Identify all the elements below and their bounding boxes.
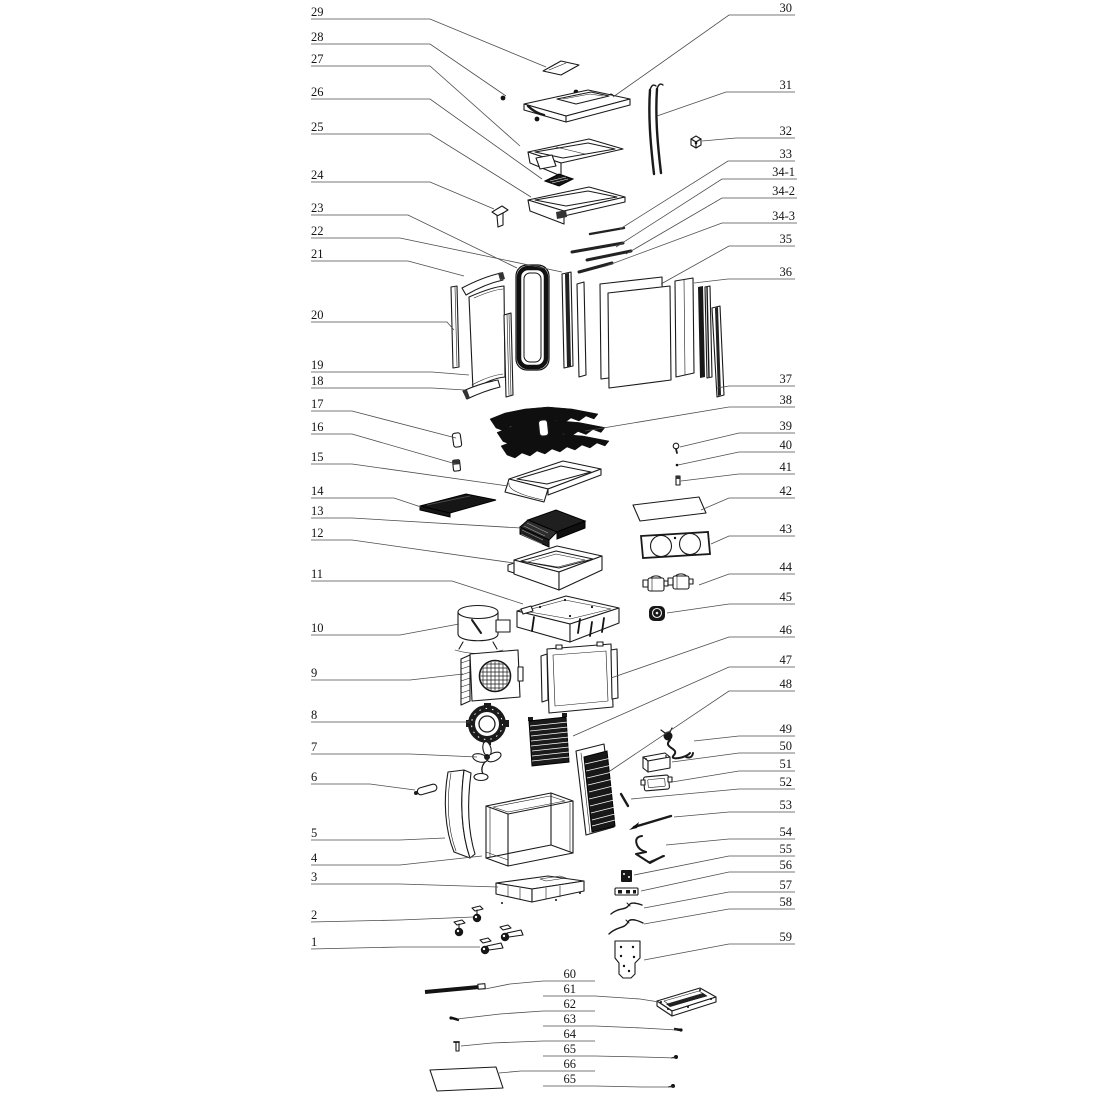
part-label-20-9: 20 (311, 308, 324, 322)
leader-line-44-45 (699, 574, 795, 585)
leader-line-10-19 (311, 624, 459, 635)
part-44-pump-motors (643, 574, 693, 591)
part-62-screw (449, 1016, 459, 1020)
part-label-10-19: 10 (311, 621, 324, 635)
part-label-17-12: 17 (311, 397, 324, 411)
part-12-ice-tub (508, 546, 602, 590)
strip-white-mid (577, 282, 586, 377)
part-label-57-58: 57 (779, 878, 792, 892)
part-label-26-3: 26 (311, 85, 324, 99)
part-label-16-13: 16 (311, 420, 324, 434)
part-label-24-5: 24 (311, 168, 324, 182)
strip-dark-left (562, 272, 573, 368)
part-label-58-59: 58 (779, 895, 792, 909)
leader-line-18-11 (311, 388, 465, 390)
leader-line-5-24 (311, 838, 445, 840)
leader-line-6-23 (311, 784, 415, 790)
part-label-39-40: 39 (779, 419, 792, 433)
leader-line-13-16 (311, 518, 521, 528)
part-label-35-36: 35 (779, 232, 792, 246)
part-24-hinge-block (492, 206, 508, 227)
leader-line-33-32 (620, 161, 795, 229)
part-label-52-53: 52 (779, 775, 792, 789)
part-32-cube-fitting (691, 136, 701, 148)
part-53-rod (629, 816, 671, 830)
leader-line-12-17 (311, 540, 514, 563)
part-56-terminal-strip (615, 888, 638, 895)
part-label-65-66: 65 (563, 1042, 576, 1056)
part-9-condenser-unit (461, 650, 523, 705)
leader-line-14-15 (311, 498, 421, 507)
part-20-side-trim (451, 286, 459, 368)
part-label-50-51: 50 (779, 739, 792, 753)
leader-line-35-36 (661, 246, 795, 284)
part-label-61-62: 61 (563, 982, 576, 996)
part-label-55-56: 55 (779, 842, 792, 856)
part-label-5-24: 5 (311, 826, 318, 840)
part-52-pin (621, 794, 628, 806)
part-label-49-50: 49 (779, 722, 792, 736)
part-13-basket (520, 510, 585, 547)
part-42-glass-plate (633, 497, 706, 521)
part-label-40-41: 40 (779, 438, 792, 452)
leader-line-54-55 (666, 839, 795, 845)
leader-line-41-42 (681, 474, 795, 481)
part-label-37-38: 37 (779, 372, 792, 386)
part-label-56-57: 56 (779, 858, 792, 872)
part-label-13-16: 13 (311, 504, 324, 518)
leader-line-37-38 (717, 386, 795, 388)
leader-line-3-26 (311, 884, 498, 887)
leader-line-51-52 (672, 771, 795, 782)
part-26-inner-frame (528, 139, 623, 176)
leader-line-60-61 (485, 981, 595, 989)
part-54-hinge-hooks (636, 836, 664, 863)
part-label-41-42: 41 (779, 460, 792, 474)
part-label-44-45: 44 (779, 560, 792, 574)
part-14-glass-shelf (420, 494, 496, 517)
part-51-relay-box (641, 775, 672, 791)
leader-line-21-8 (311, 261, 464, 276)
leader-line-46-47 (611, 637, 795, 678)
part-29-top-insert (543, 61, 579, 75)
leader-line-36-37 (694, 279, 795, 283)
part-6-roller-pin (414, 783, 438, 795)
part-50-control-box (643, 753, 670, 772)
leader-line-39-40 (680, 433, 795, 447)
part-35-glass-panels (600, 277, 671, 388)
part-25-seal (545, 174, 573, 186)
part-label-25-4: 25 (311, 120, 324, 134)
leader-line-9-20 (311, 674, 463, 680)
leader-line-53-54 (674, 812, 795, 817)
part-label-7-22: 7 (311, 740, 318, 754)
part-label-14-15: 14 (311, 484, 324, 498)
part-36-side-panel (675, 278, 694, 377)
part-label-47-48: 47 (779, 653, 792, 667)
part-label-6-23: 6 (311, 770, 318, 784)
leader-line-24-5 (311, 182, 494, 209)
part-label-30-29: 30 (779, 1, 792, 15)
part-4-cabinet-frame (486, 793, 573, 866)
part-label-21-8: 21 (311, 247, 324, 261)
part-7-fan-blade (472, 741, 503, 781)
parts-33-34-trim-strips (572, 228, 631, 272)
part-39-screw (673, 443, 679, 453)
part-65-screw-b (668, 1084, 675, 1088)
part-8-fan-ring (466, 703, 509, 745)
hinge-trim-strip (504, 313, 513, 397)
part-label-64-65: 64 (563, 1027, 576, 1041)
part-label-18-11: 18 (311, 374, 324, 388)
part-label-28-1: 28 (311, 30, 324, 44)
part-59-mount-bracket (615, 941, 640, 978)
part-65-screw-a (671, 1055, 678, 1059)
part-31-support-rods (649, 84, 663, 174)
leader-line-11-18 (311, 581, 523, 604)
part-label-33-32: 33 (779, 147, 792, 161)
part-label-62-63: 62 (563, 997, 576, 1011)
part-label-65-68: 65 (563, 1072, 576, 1086)
leader-line-16-13 (311, 434, 456, 464)
leader-line-25-4 (311, 134, 531, 197)
leader-line-59-60 (644, 944, 795, 960)
part-64-pin (454, 1042, 459, 1051)
part-label-38-39: 38 (779, 393, 792, 407)
part-label-60-61: 60 (563, 967, 576, 981)
leader-line-4-25 (311, 856, 482, 865)
part-2-casters (454, 906, 483, 936)
leader-line-2-27 (311, 917, 473, 922)
part-43-control-panel (641, 532, 710, 558)
part-label-19-10: 19 (311, 358, 324, 372)
part-label-8-21: 8 (311, 708, 318, 722)
part-27-top-lid (524, 90, 630, 122)
part-label-43-44: 43 (779, 522, 792, 536)
part-label-46-47: 46 (779, 623, 792, 637)
leader-line-19-10 (311, 372, 469, 375)
leader-line-26-3 (311, 99, 542, 179)
part-label-34-3-35: 34-3 (772, 209, 795, 223)
leader-line-29-0 (311, 19, 546, 67)
part-46-access-panel (541, 642, 618, 713)
part-label-11-18: 11 (311, 567, 324, 581)
part-label-48-49: 48 (779, 677, 792, 691)
leader-line-58-59 (644, 909, 795, 924)
leader-line-34-3-35 (606, 223, 797, 266)
small-clip (538, 420, 549, 437)
part-label-34-2-34: 34-2 (772, 184, 795, 198)
part-label-2-27: 2 (311, 908, 318, 922)
leader-line-7-22 (311, 754, 477, 757)
part-48-evaporator (576, 744, 615, 835)
leader-line-43-44 (711, 536, 795, 544)
part-57-tube (611, 903, 642, 914)
part-label-59-60: 59 (779, 930, 792, 944)
leader-line-34-1-33 (616, 179, 797, 247)
part-label-23-6: 23 (311, 201, 324, 215)
part-label-45-46: 45 (779, 590, 792, 604)
part-66-glass-plate (430, 1067, 503, 1091)
part-55-block (621, 870, 632, 882)
part-label-29-0: 29 (311, 5, 324, 19)
part-1-casters (480, 925, 523, 954)
part-45-grommet (649, 606, 665, 621)
leader-line-57-58 (644, 892, 795, 908)
part-label-63-64: 63 (563, 1012, 576, 1026)
part-47-condenser-coil (528, 713, 569, 766)
part-16-plug (452, 460, 460, 472)
leader-line-66-67 (499, 1071, 595, 1073)
leader-line-28-1 (311, 44, 506, 96)
part-label-31-30: 31 (779, 78, 792, 92)
leader-line-45-46 (667, 604, 795, 613)
leader-line-15-14 (311, 464, 508, 486)
part-5-side-panel (445, 770, 475, 858)
leader-line-32-31 (702, 138, 795, 141)
part-58-tube (609, 920, 643, 934)
part-41-pin (676, 476, 680, 485)
part-61-cover-plate (657, 988, 716, 1016)
part-label-66-67: 66 (563, 1057, 576, 1071)
part-label-12-17: 12 (311, 526, 324, 540)
leader-line-42-43 (701, 498, 795, 510)
part-40-pin-dot (676, 464, 679, 467)
part-label-15-14: 15 (311, 450, 324, 464)
leader-line-40-41 (678, 452, 795, 465)
part-22-door-gasket (516, 265, 549, 370)
strip-dark-pair (698, 286, 712, 378)
leader-line-56-57 (641, 872, 795, 891)
leader-line-65-68 (543, 1086, 674, 1087)
part-17-clip (452, 433, 462, 448)
part-label-9-20: 9 (311, 666, 318, 680)
leader-line-20-9 (311, 322, 454, 330)
part-3-base-pedestal (496, 876, 584, 904)
leader-line-61-62 (543, 996, 659, 1002)
part-label-42-43: 42 (779, 484, 792, 498)
leader-line-1-28 (311, 947, 480, 949)
part-23-lower-tray (528, 187, 625, 224)
part-label-1-28: 1 (311, 935, 318, 949)
leader-line-31-30 (657, 92, 795, 116)
part-label-4-25: 4 (311, 851, 318, 865)
part-label-3-26: 3 (311, 870, 318, 884)
leader-line-23-6 (311, 215, 517, 268)
parts-layer (414, 61, 724, 1091)
part-label-54-55: 54 (779, 825, 792, 839)
part-10-compressor (455, 606, 510, 654)
part-label-53-54: 53 (779, 798, 792, 812)
leader-line-38-39 (585, 407, 795, 431)
part-38-shelves (490, 407, 609, 458)
part-label-34-1-33: 34-1 (772, 165, 795, 179)
part-19-curved-glass (469, 286, 505, 390)
leader-line-30-29 (613, 15, 795, 97)
part-label-32-31: 32 (779, 124, 792, 138)
leader-line-48-49 (610, 691, 795, 771)
part-15-display-frame (505, 461, 601, 502)
part-37-corner-trim (712, 306, 724, 397)
part-label-22-7: 22 (311, 224, 324, 238)
part-11-base-bin (517, 596, 619, 642)
part-label-51-52: 51 (779, 757, 792, 771)
part-label-27-2: 27 (311, 52, 324, 66)
part-60-heater-rod (425, 984, 485, 992)
part-label-36-37: 36 (779, 265, 792, 279)
